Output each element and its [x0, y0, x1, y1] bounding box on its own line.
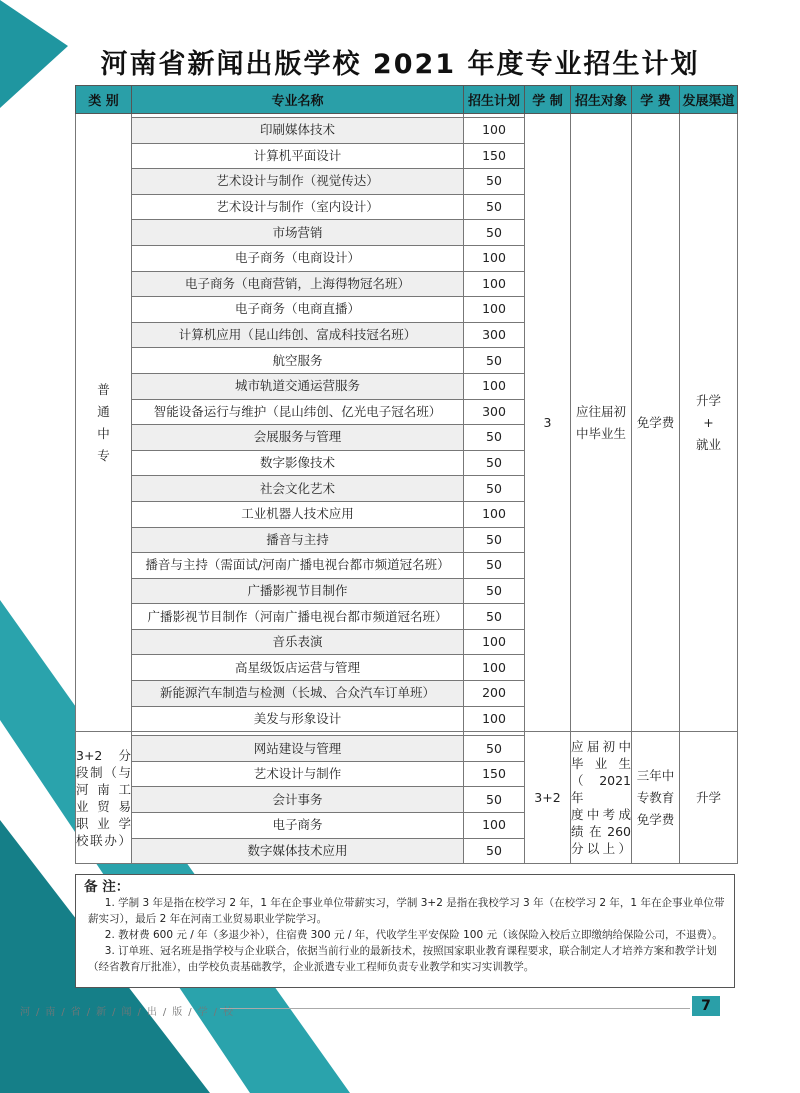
major-name-cell: 电子商务（电商设计） — [132, 245, 464, 271]
group2-duration: 3+2 — [525, 732, 571, 864]
notes-box — [75, 874, 735, 988]
group1-target: 应往届初中毕业生 — [571, 114, 632, 732]
plan-count-cell: 100 — [464, 813, 525, 839]
major-name-cell: 广播影视节目制作（河南广播电视台都市频道冠名班） — [132, 604, 464, 630]
header-category: 类 别 — [76, 86, 132, 114]
plan-count-cell: 50 — [464, 348, 525, 374]
footer-school-name: 河/南/省/新/闻/出/版/学/校 — [20, 1007, 239, 1018]
major-name-cell: 电子商务（电商营销，上海得物冠名班） — [132, 271, 464, 297]
enrollment-plan-table — [75, 85, 738, 864]
group1-category-line: 普 — [97, 381, 110, 397]
major-name-cell: 播音与主持 — [132, 527, 464, 553]
plan-count-cell: 150 — [464, 143, 525, 169]
plan-count-cell: 50 — [464, 450, 525, 476]
major-name-cell: 社会文化艺术 — [132, 476, 464, 502]
plan-count-cell: 300 — [464, 399, 525, 425]
plan-count-cell: 50 — [464, 787, 525, 813]
major-name-cell: 会计事务 — [132, 787, 464, 813]
plan-count-cell: 50 — [464, 476, 525, 502]
plan-count-cell: 50 — [464, 736, 525, 762]
group2-category-line: 段制（与 — [76, 764, 131, 780]
group2-category-line: 业 贸 易 — [76, 798, 131, 814]
group1-channel-line: 就业 — [695, 436, 721, 452]
group1-channel — [680, 114, 738, 732]
header-fee: 学 费 — [632, 86, 680, 114]
major-name-cell: 电子商务（电商直播） — [132, 297, 464, 323]
plan-count-cell: 50 — [464, 527, 525, 553]
group1-fee: 免学费 — [632, 114, 680, 732]
major-name-cell: 航空服务 — [132, 348, 464, 374]
plan-count-cell: 50 — [464, 194, 525, 220]
group2-category-line: 3+2 分 — [76, 747, 131, 763]
group2-category — [76, 732, 132, 864]
major-name-cell: 计算机平面设计 — [132, 143, 464, 169]
major-name-cell: 高星级饭店运营与管理 — [132, 655, 464, 681]
plan-count-cell: 100 — [464, 271, 525, 297]
header-channel: 发展渠道 — [680, 86, 738, 114]
major-name-cell: 印刷媒体技术 — [132, 118, 464, 144]
major-name-cell: 艺术设计与制作（室内设计） — [132, 194, 464, 220]
note-item: 3. 订单班、冠名班是指学校与企业联合，依据当前行业的最新技术，按照国家职业教育课程要求，联合制定人才培养方案和教学计划（经省教育厅批准），由学校负责基础教学，企业派遣专业工程师负责专业教学和实习实训教学。 — [88, 945, 717, 973]
group1-channel-line: 升学 — [695, 392, 721, 408]
group1-category-line: 专 — [97, 447, 110, 463]
footer-divider — [220, 1008, 690, 1009]
group2-channel: 升学 — [680, 732, 738, 864]
plan-count-cell: 150 — [464, 761, 525, 787]
group1-category — [76, 114, 132, 732]
group1-category-line: 通 — [97, 403, 110, 419]
group2-fee-line: 三年中 — [636, 767, 675, 783]
note-item: 2. 教材费 600 元 / 年（多退少补），住宿费 300 元 / 年，代收学生平安保险 100 元（该保险入校后立即缴纳给保险公司，不退费）。 — [104, 929, 723, 941]
group2-target-line: 度中考成 — [571, 807, 631, 823]
major-name-cell: 工业机器人技术应用 — [132, 501, 464, 527]
plan-count-cell: 50 — [464, 553, 525, 579]
major-name-cell: 艺术设计与制作 — [132, 761, 464, 787]
header-plan: 招生计划 — [464, 86, 525, 114]
group1-category-line: 中 — [97, 425, 110, 441]
group2-target-line: 分以上） — [571, 841, 631, 857]
major-name-cell: 音乐表演 — [132, 629, 464, 655]
group1-channel-line: + — [703, 414, 714, 430]
table-header-row — [76, 86, 738, 114]
major-name-cell: 播音与主持（需面试/河南广播电视台都市频道冠名班） — [132, 553, 464, 579]
plan-count-cell: 100 — [464, 655, 525, 681]
group2-category-line: 校联办） — [76, 832, 131, 848]
plan-count-cell: 100 — [464, 706, 525, 732]
plan-count-cell: 50 — [464, 169, 525, 195]
major-name-cell: 城市轨道交通运营服务 — [132, 373, 464, 399]
major-name-cell: 美发与形象设计 — [132, 706, 464, 732]
group2-body — [76, 732, 738, 864]
plan-count-cell: 100 — [464, 373, 525, 399]
group2-target-line: （2021 年 — [571, 773, 631, 806]
group1-body — [76, 114, 738, 732]
major-name-cell: 广播影视节目制作 — [132, 578, 464, 604]
major-name-cell: 市场营销 — [132, 220, 464, 246]
plan-count-cell: 50 — [464, 578, 525, 604]
group2-category-line: 职 业 学 — [76, 815, 131, 831]
major-name-cell: 数字影像技术 — [132, 450, 464, 476]
page-number: 7 — [692, 996, 720, 1016]
group1-duration: 3 — [525, 114, 571, 732]
group2-target — [571, 732, 632, 864]
group2-target-line: 毕 业 生 — [571, 756, 631, 772]
plan-count-cell: 50 — [464, 220, 525, 246]
plan-count-cell: 50 — [464, 604, 525, 630]
major-name-cell: 新能源汽车制造与检测（长城、合众汽车订单班） — [132, 681, 464, 707]
major-name-cell: 网站建设与管理 — [132, 736, 464, 762]
plan-count-cell: 50 — [464, 425, 525, 451]
group2-target-line: 应届初中 — [571, 739, 631, 755]
plan-count-cell: 100 — [464, 501, 525, 527]
plan-count-cell: 100 — [464, 245, 525, 271]
major-name-cell: 艺术设计与制作（视觉传达） — [132, 169, 464, 195]
plan-count-cell: 300 — [464, 322, 525, 348]
major-name-cell: 电子商务 — [132, 813, 464, 839]
plan-count-cell: 100 — [464, 629, 525, 655]
plan-count-cell: 100 — [464, 118, 525, 144]
header-major: 专业名称 — [132, 86, 464, 114]
group2-target-line: 绩 在 260 — [571, 824, 631, 840]
major-name-cell: 数字媒体技术应用 — [132, 838, 464, 864]
notes-heading: 备 注： — [84, 879, 130, 895]
page-title: 河南省新闻出版学校 2021 年度专业招生计划 — [100, 49, 700, 80]
header-target: 招生对象 — [571, 86, 632, 114]
major-name-cell: 计算机应用（昆山纬创、富成科技冠名班） — [132, 322, 464, 348]
plan-count-cell: 200 — [464, 681, 525, 707]
group2-fee-line: 免学费 — [636, 811, 675, 827]
major-name-cell: 智能设备运行与维护（昆山纬创、亿光电子冠名班） — [132, 399, 464, 425]
note-item: 1. 学制 3 年是指在校学习 2 年，1 年在企事业单位带薪实习，学制 3+2 是指在我校学习 3 年（在校学习 2 年，1 年在企事业单位带薪实习），最后 2 年在河南工业贸易职业学院学习。 — [88, 897, 725, 925]
plan-count-cell: 100 — [464, 297, 525, 323]
group2-fee-line: 专教育 — [636, 789, 675, 805]
group2-fee — [632, 732, 680, 864]
group2-category-line: 河 南 工 — [76, 781, 131, 797]
header-duration: 学 制 — [525, 86, 571, 114]
major-name-cell: 会展服务与管理 — [132, 425, 464, 451]
plan-count-cell: 50 — [464, 838, 525, 864]
